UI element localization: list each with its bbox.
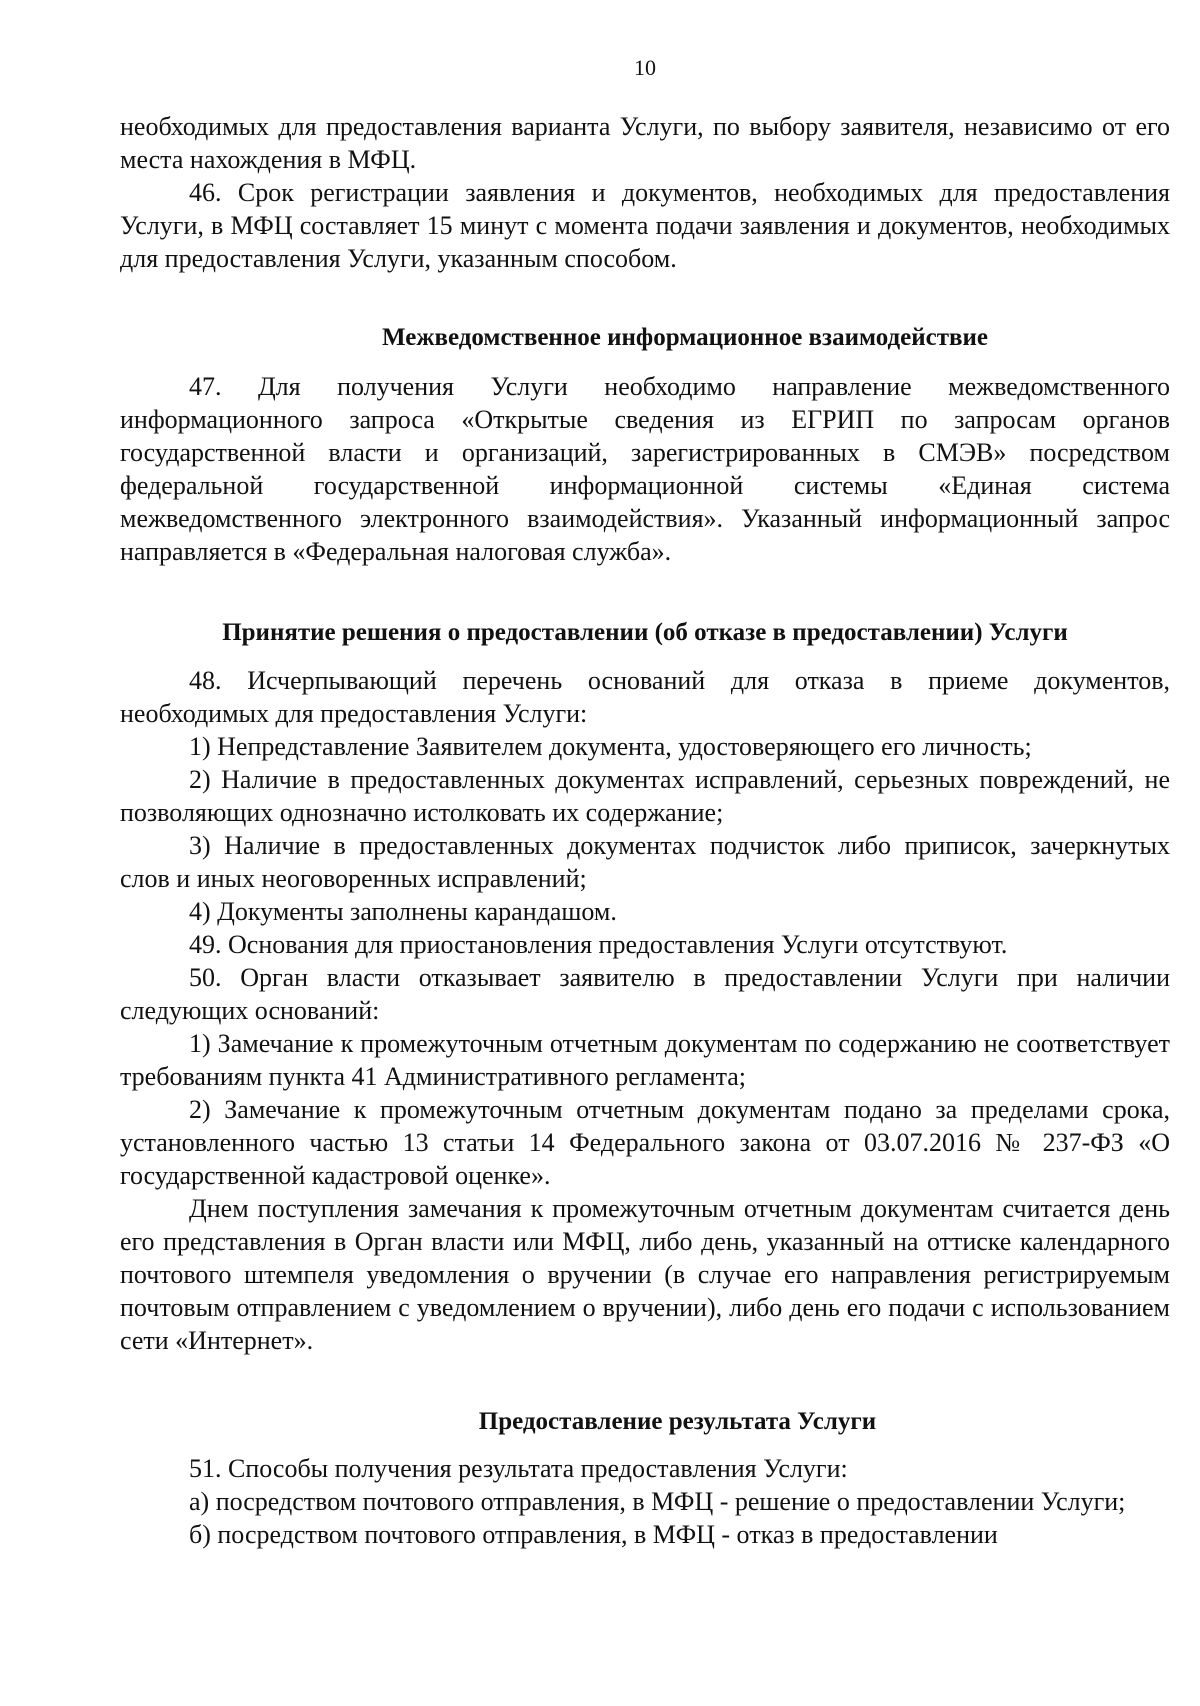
paragraph-48: 48. Исчерпывающий перечень оснований для отказа в приеме документов, необходимых для предоставления Услуги: <box>120 666 1170 728</box>
paragraph-51: 51. Способы получения результата предоставления Услуги: <box>189 1454 848 1483</box>
heading-decision: Принятие решения о предоставлении (об отказе в предоставлении) Услуги <box>222 619 1068 646</box>
paragraph-49: 49. Основания для приостановления предоставления Услуги отсутствуют. <box>189 930 1008 959</box>
paragraph-47: 47. Для получения Услуги необходимо направление межведомственного информационного запроса «Открытые сведения из ЕГРИП по запросам органов государственной власти и организаций, зарегистрированных в СМЭВ» посредством федеральной государственной информационной системы «Единая система межведомственного электронного взаимодействия». Указанный информационный запрос направляется в «Федеральная налоговая служба». <box>120 372 1170 566</box>
list-item: 4) Документы заполнены карандашом. <box>189 897 617 926</box>
list-item: б) посредством почтового отправления, в МФЦ - отказ в предоставлении <box>189 1520 998 1549</box>
paragraph-receipt-date: Днем поступления замечания к промежуточным отчетным документам считается день его представления в Орган власти или МФЦ, либо день, указанный на оттиске календарного почтового штемпеля уведомления о вручении (в случае его направления регистрируемым почтовым отправлением с уведомлением о вручении), либо день его подачи с использованием сети «Интернет». <box>120 1194 1170 1355</box>
list-item: 1) Замечание к промежуточным отчетным документам по содержанию не соответствует требованиям пункта 41 Административного регламента; <box>120 1029 1170 1091</box>
list-item: 3) Наличие в предоставленных документах подчисток либо приписок, зачеркнутых слов и иных неоговоренных исправлений; <box>120 831 1170 893</box>
page-number: 10 <box>634 55 656 80</box>
paragraph-46: 46. Срок регистрации заявления и документов, необходимых для предоставления Услуги, в МФЦ составляет 15 минут с момента подачи заявления и документов, необходимых для предоставления Услуги, указанным способом. <box>120 178 1170 273</box>
heading-result: Предоставление результата Услуги <box>478 1408 877 1435</box>
paragraph-continuation: необходимых для предоставления варианта Услуги, по выбору заявителя, независимо от его места нахождения в МФЦ. <box>120 112 1170 174</box>
list-item: 2) Наличие в предоставленных документах исправлений, серьезных повреждений, не позволяющих однозначно истолковать их содержание; <box>120 765 1170 827</box>
list-item: 1) Непредставление Заявителем документа, удостоверяющего его личность; <box>189 732 1032 761</box>
document-body <box>120 110 1170 1551</box>
paragraph-50: 50. Орган власти отказывает заявителю в предоставлении Услуги при наличии следующих оснований: <box>120 963 1170 1025</box>
heading-interagency: Межведомственное информационное взаимодействие <box>382 324 988 351</box>
list-item: 2) Замечание к промежуточным отчетным документам подано за пределами срока, установленного частью 13 статьи 14 Федерального закона от 03.07.2016 № 237-ФЗ «О государственной кадастровой оценке». <box>120 1095 1170 1190</box>
list-item: а) посредством почтового отправления, в МФЦ - решение о предоставлении Услуги; <box>189 1487 1126 1516</box>
